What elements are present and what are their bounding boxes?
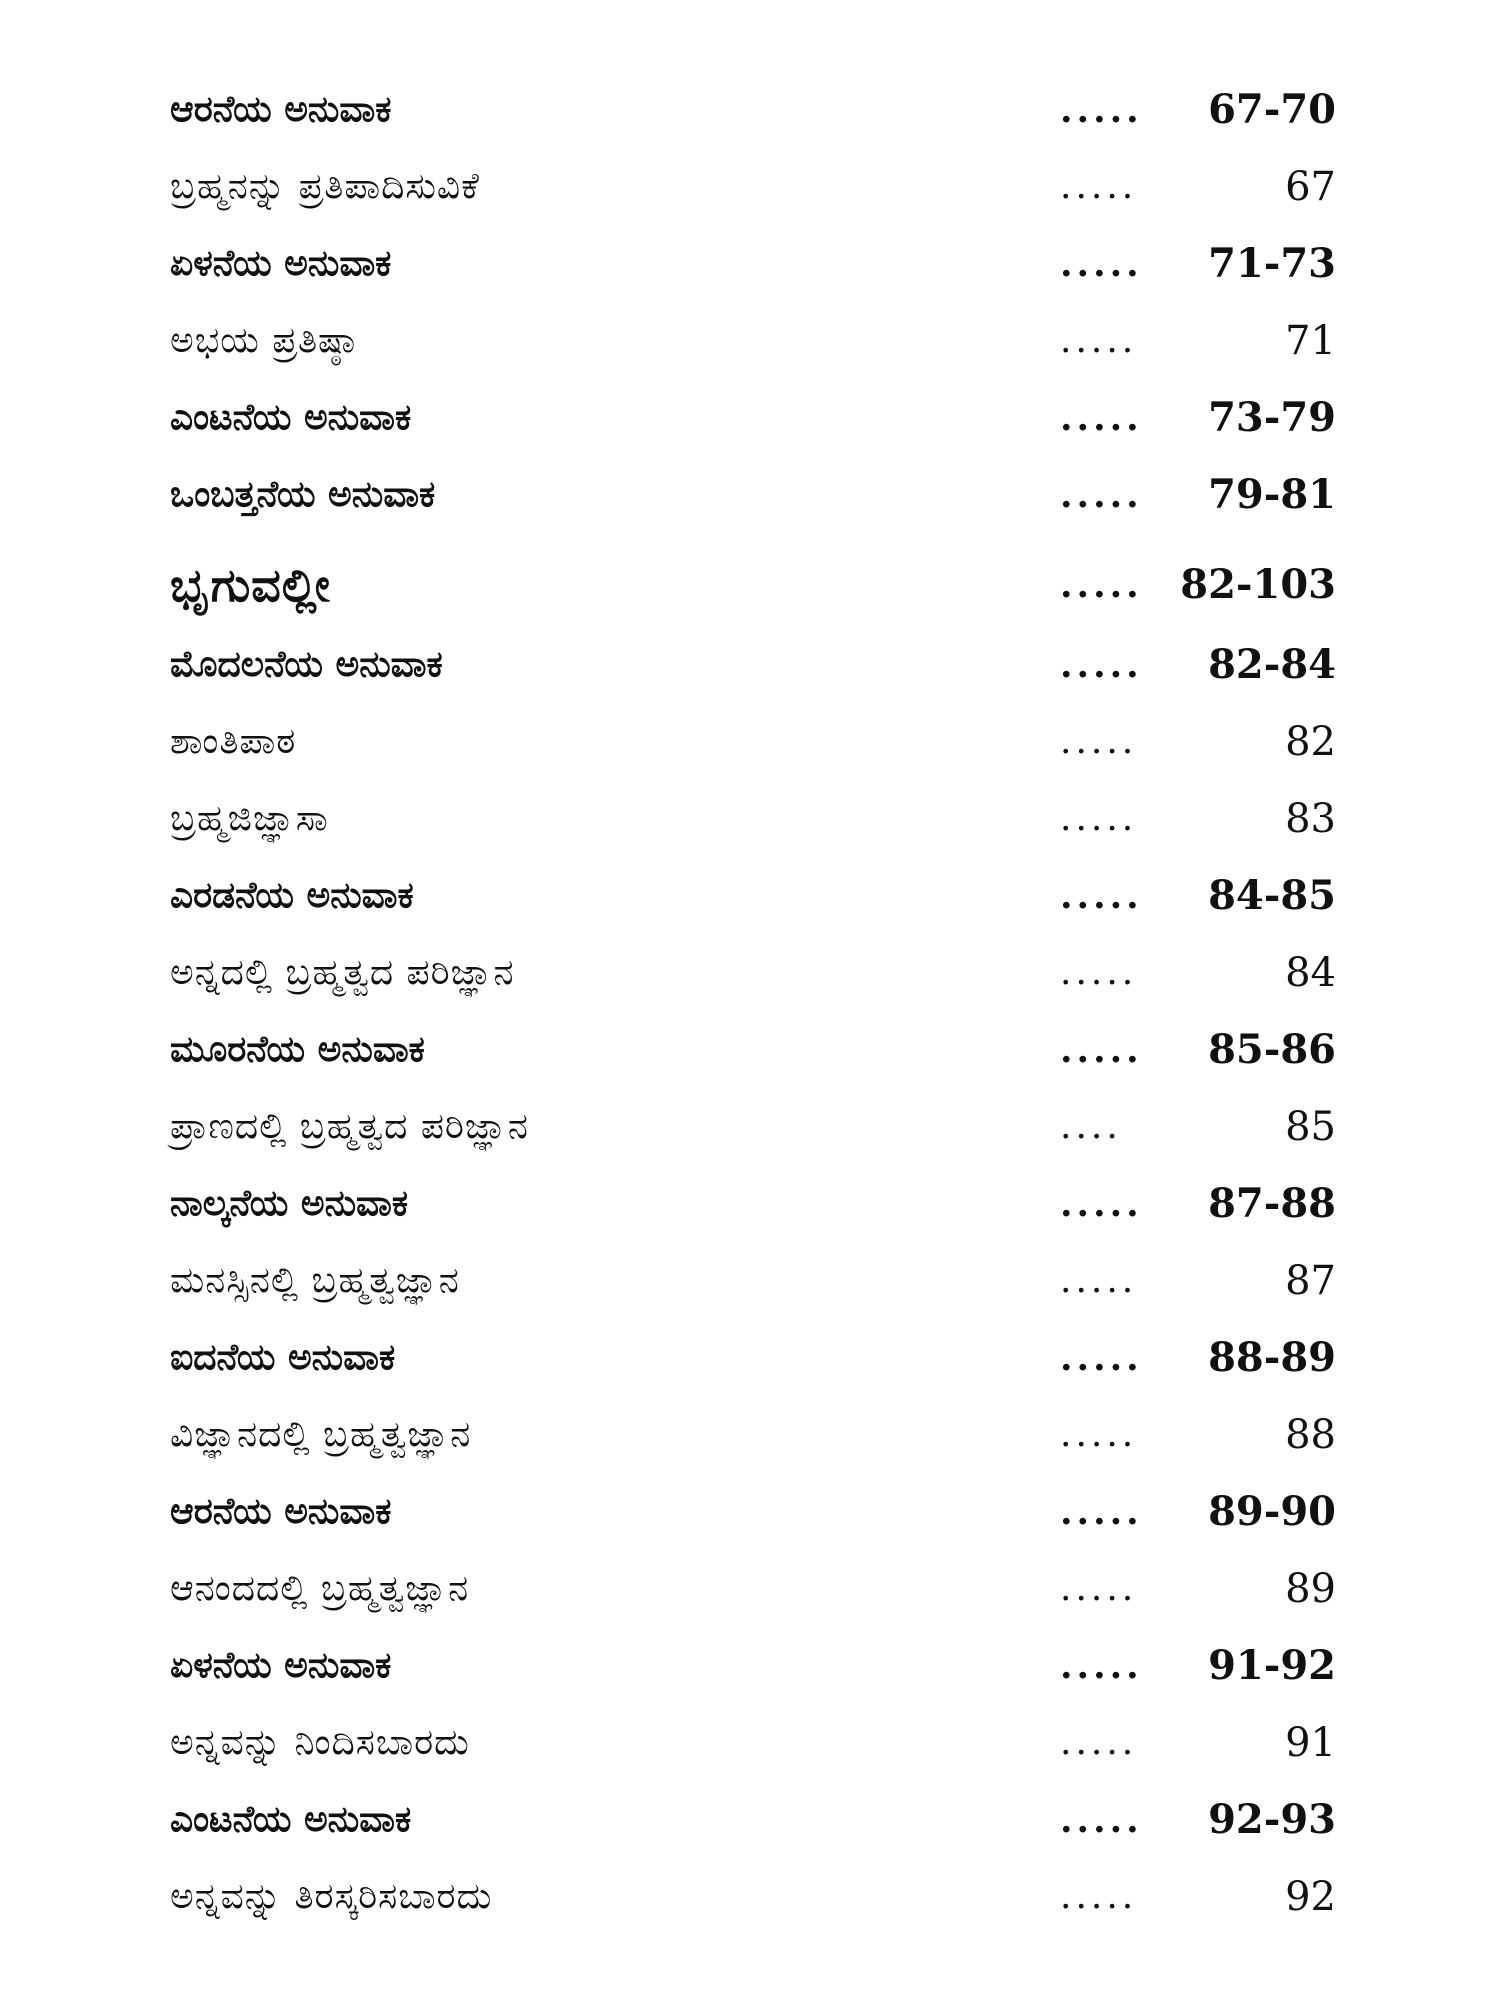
entry-title: ಅನ್ನದಲ್ಲಿ ಬ್ರಹ್ಮತ್ವದ ಪರಿಜ್ಞಾನ [170, 952, 515, 993]
entry-title: ಐದನೆಯ ಅನುವಾಕ [170, 1337, 396, 1378]
entry-title: ವಿಜ್ಞಾನದಲ್ಲಿ ಬ್ರಹ್ಮತ್ವಜ್ಞಾನ [170, 1414, 472, 1455]
toc-entry [170, 465, 1336, 525]
page-number: 85 [1285, 1104, 1336, 1150]
page-number: 71 [1285, 318, 1336, 364]
entry-title: ಎಂಟನೆಯ ಅನುವಾಕ [170, 1799, 412, 1840]
page-number: 82-84 [1208, 641, 1336, 688]
dot-leader: ..... [1060, 1568, 1138, 1609]
toc-entry [170, 1482, 1336, 1542]
page-number: 82 [1285, 719, 1336, 765]
toc-entry [170, 866, 1336, 926]
entry-title: ಅನ್ನವನ್ನು ತಿರಸ್ಕರಿಸಬಾರದು [170, 1876, 493, 1917]
entry-title: ಮೂರನೆಯ ಅನುವಾಕ [170, 1029, 425, 1070]
toc-entry [170, 1251, 1336, 1311]
toc-entry [170, 1097, 1336, 1157]
dot-leader: ..... [1060, 1722, 1138, 1763]
entry-title: ಆರನೆಯ ಅನುವಾಕ [170, 89, 392, 130]
entry-title: ಬ್ರಹ್ಮನನ್ನು ಪ್ರತಿಪಾದಿಸುವಿಕೆ [170, 166, 480, 207]
entry-title: ನಾಲ್ಕನೆಯ ಅನುವಾಕ [170, 1183, 409, 1224]
page-number: 73-79 [1208, 394, 1336, 441]
page-number: 87 [1285, 1258, 1336, 1304]
dot-leader: ..... [1060, 644, 1143, 686]
page-number: 84-85 [1208, 872, 1336, 919]
toc-entry [170, 388, 1336, 448]
dot-leader: ..... [1060, 798, 1138, 839]
page-number: 87-88 [1208, 1180, 1336, 1227]
dot-leader: ..... [1060, 875, 1143, 917]
page-number: 92-93 [1208, 1796, 1336, 1843]
toc-entry [170, 1328, 1336, 1388]
toc-entry [170, 80, 1336, 140]
entry-title: ಭೃಗುವಲ್ಲೀ [170, 558, 331, 612]
page-number: 88-89 [1208, 1334, 1336, 1381]
page-number: 88 [1285, 1412, 1336, 1458]
dot-leader: .... [1060, 1106, 1122, 1147]
toc-entry [170, 1174, 1336, 1234]
dot-leader: ..... [1060, 474, 1143, 516]
toc-entry [170, 712, 1336, 772]
toc-entry [170, 943, 1336, 1003]
entry-title: ಏಳನೆಯ ಅನುವಾಕ [170, 243, 392, 284]
entry-title: ಒಂಬತ್ತನೆಯ ಅನುವಾಕ [170, 474, 436, 515]
page-number: 83 [1285, 796, 1336, 842]
dot-leader: ..... [1060, 243, 1143, 285]
toc-entry [170, 1405, 1336, 1465]
dot-leader: ..... [1060, 1876, 1138, 1917]
dot-leader: ..... [1060, 1029, 1143, 1071]
dot-leader: ..... [1060, 564, 1143, 606]
dot-leader: ..... [1060, 397, 1143, 439]
page-number: 92 [1285, 1874, 1336, 1920]
dot-leader: ..... [1060, 1491, 1143, 1533]
toc-entry [170, 1636, 1336, 1696]
dot-leader: ..... [1060, 166, 1138, 207]
page-number: 67 [1285, 164, 1336, 210]
page-number: 89 [1285, 1566, 1336, 1612]
page-number: 91-92 [1208, 1642, 1336, 1689]
entry-title: ಅಭಯ ಪ್ರತಿಷ್ಠಾ [170, 320, 357, 361]
dot-leader: ..... [1060, 1799, 1143, 1841]
entry-title: ಆನಂದದಲ್ಲಿ ಬ್ರಹ್ಮತ್ವಜ್ಞಾನ [170, 1568, 470, 1609]
page-number: 85-86 [1208, 1026, 1336, 1073]
dot-leader: ..... [1060, 1260, 1138, 1301]
toc-entry [170, 789, 1336, 849]
toc-entry [170, 555, 1336, 615]
toc-entry [170, 1713, 1336, 1773]
toc-entry [170, 157, 1336, 217]
page-number: 82-103 [1180, 561, 1336, 608]
toc-entry [170, 1559, 1336, 1619]
toc-entry [170, 1867, 1336, 1927]
toc-entry [170, 1790, 1336, 1850]
dot-leader: ..... [1060, 721, 1138, 762]
entry-title: ಎಂಟನೆಯ ಅನುವಾಕ [170, 397, 412, 438]
dot-leader: ..... [1060, 952, 1138, 993]
page-number: 91 [1285, 1720, 1336, 1766]
dot-leader: ..... [1060, 1183, 1143, 1225]
toc-entry [170, 311, 1336, 371]
entry-title: ಆರನೆಯ ಅನುವಾಕ [170, 1491, 392, 1532]
entry-title: ಎರಡನೆಯ ಅನುವಾಕ [170, 875, 414, 916]
dot-leader: ..... [1060, 1337, 1143, 1379]
toc-entry [170, 234, 1336, 294]
page-number: 84 [1285, 950, 1336, 996]
page-number: 79-81 [1208, 471, 1336, 518]
entry-title: ಮೊದಲನೆಯ ಅನುವಾಕ [170, 644, 443, 685]
dot-leader: ..... [1060, 89, 1143, 131]
entry-title: ಮನಸ್ಸಿನಲ್ಲಿ ಬ್ರಹ್ಮತ್ವಜ್ಞಾನ [170, 1260, 460, 1301]
entry-title: ಬ್ರಹ್ಮಜಿಜ್ಞಾಸಾ [170, 798, 329, 839]
page-number: 71-73 [1208, 240, 1336, 287]
entry-title: ಅನ್ನವನ್ನು ನಿಂದಿಸಬಾರದು [170, 1722, 470, 1763]
entry-title: ಪ್ರಾಣದಲ್ಲಿ ಬ್ರಹ್ಮತ್ವದ ಪರಿಜ್ಞಾನ [170, 1106, 529, 1147]
toc-entry [170, 635, 1336, 695]
toc-entry [170, 1020, 1336, 1080]
entry-title: ಏಳನೆಯ ಅನುವಾಕ [170, 1645, 392, 1686]
dot-leader: ..... [1060, 1645, 1143, 1687]
page-number: 89-90 [1208, 1488, 1336, 1535]
dot-leader: ..... [1060, 320, 1138, 361]
entry-title: ಶಾಂತಿಪಾಠ [170, 721, 297, 762]
page-number: 67-70 [1208, 86, 1336, 133]
dot-leader: ..... [1060, 1414, 1138, 1455]
